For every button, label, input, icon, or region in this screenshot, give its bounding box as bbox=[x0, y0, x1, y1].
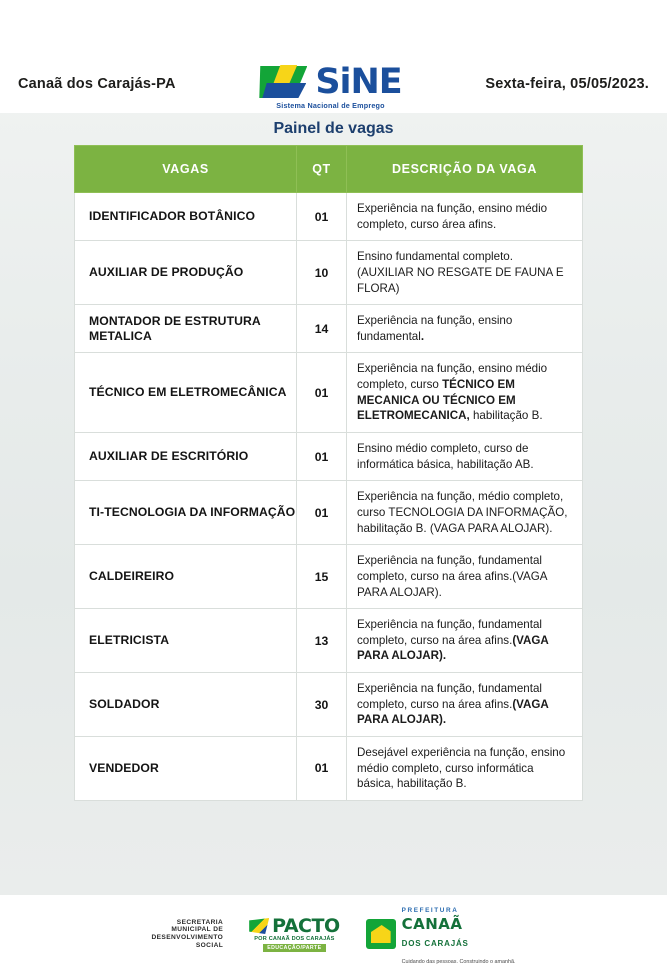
cell-qt: 14 bbox=[297, 305, 347, 353]
prefeitura-text bbox=[402, 900, 516, 967]
page-title: Painel de vagas bbox=[273, 120, 394, 137]
table-row bbox=[75, 609, 583, 673]
cell-qt: 15 bbox=[297, 545, 347, 609]
vacancies-table-wrapper bbox=[74, 145, 582, 801]
cell-qt: 01 bbox=[297, 481, 347, 545]
pacto-badge: EDUCAÇÃO/PARTE bbox=[263, 944, 325, 952]
pacto-swoosh-icon bbox=[249, 918, 269, 934]
table-row bbox=[75, 241, 583, 305]
cell-descricao: Experiência na função, fundamental completo, curso na área afins.(VAGA PARA ALOJAR). bbox=[347, 545, 583, 609]
table-row bbox=[75, 545, 583, 609]
prefeitura-logo bbox=[366, 900, 516, 967]
cell-qt: 01 bbox=[297, 353, 347, 433]
cell-descricao: Ensino fundamental completo. (AUXILIAR NO RESGATE DE FAUNA E FLORA) bbox=[347, 241, 583, 305]
cell-descricao: Experiência na função, médio completo, curso TECNOLOGIA DA INFORMAÇÃO, habilitação B. (VAGA PARA ALOJAR). bbox=[347, 481, 583, 545]
cell-vaga: TI-TECNOLOGIA DA INFORMAÇÃO bbox=[75, 481, 297, 545]
top-white-strip bbox=[0, 0, 667, 55]
cell-qt: 13 bbox=[297, 609, 347, 673]
secretaria-logo bbox=[151, 919, 223, 949]
cell-qt: 01 bbox=[297, 433, 347, 481]
vacancies-table bbox=[74, 145, 583, 801]
prefeitura-line-2: CANAÃ bbox=[401, 915, 463, 934]
cell-descricao: Ensino médio completo, curso de informática básica, habilitação AB. bbox=[347, 433, 583, 481]
cell-vaga: SOLDADOR bbox=[75, 673, 297, 737]
secretaria-line-3: DESENVOLVIMENTO bbox=[151, 934, 224, 941]
secretaria-line-2: MUNICIPAL DE bbox=[171, 926, 224, 934]
prefeitura-line-3: DOS CARAJÁS bbox=[401, 939, 469, 948]
cell-vaga: MONTADOR DE ESTRUTURA METALICA bbox=[75, 305, 297, 353]
date-label: Sexta-feira, 05/05/2023. bbox=[485, 76, 649, 92]
pacto-logo-row bbox=[249, 914, 340, 937]
cell-qt: 01 bbox=[297, 737, 347, 801]
cell-vaga: AUXILIAR DE PRODUÇÃO bbox=[75, 241, 297, 305]
cell-qt: 10 bbox=[297, 241, 347, 305]
cell-descricao: Experiência na função, ensino médio completo, curso TÉCNICO EM MECANICA OU TÉCNICO EM ELETROMECANICA, habilitação B. bbox=[347, 353, 583, 433]
cell-vaga: VENDEDOR bbox=[75, 737, 297, 801]
table-row bbox=[75, 481, 583, 545]
cell-descricao: Experiência na função, ensino médio completo, curso área afins. bbox=[347, 193, 583, 241]
table-row bbox=[75, 305, 583, 353]
table-row bbox=[75, 433, 583, 481]
prefeitura-tagline: Cuidando das pessoas. Construindo o amanhã. bbox=[401, 958, 516, 965]
prefeitura-shield-icon bbox=[366, 919, 396, 949]
cell-vaga: TÉCNICO EM ELETROMECÂNICA bbox=[75, 353, 297, 433]
city-label: Canaã dos Carajás-PA bbox=[18, 76, 176, 92]
sine-logo-wordmark: SiNE bbox=[315, 61, 402, 102]
sine-logo-subtitle: Sistema Nacional de Emprego bbox=[276, 101, 385, 110]
sine-logo bbox=[223, 58, 438, 114]
cell-vaga: AUXILIAR DE ESCRITÓRIO bbox=[75, 433, 297, 481]
cell-descricao: Experiência na função, fundamental completo, curso na área afins.(VAGA PARA ALOJAR). bbox=[347, 673, 583, 737]
pacto-logo bbox=[249, 914, 340, 952]
pacto-subtitle: POR CANAÃ DOS CARAJÁS bbox=[254, 935, 335, 942]
cell-qt: 30 bbox=[297, 673, 347, 737]
column-header-vagas: VAGAS bbox=[75, 146, 297, 193]
sine-flag-icon bbox=[259, 63, 313, 101]
table-head bbox=[75, 146, 583, 193]
pacto-wordmark: PACTO bbox=[272, 914, 340, 937]
table-row bbox=[75, 673, 583, 737]
table-row bbox=[75, 193, 583, 241]
sine-logo-row bbox=[259, 62, 401, 102]
cell-descricao: Experiência na função, ensino fundamental. bbox=[347, 305, 583, 353]
prefeitura-line-1: PREFEITURA bbox=[401, 907, 459, 915]
table-header-row bbox=[75, 146, 583, 193]
secretaria-line-1: SECRETARIA bbox=[176, 918, 224, 926]
table-body bbox=[75, 193, 583, 801]
secretaria-line-4: SOCIAL bbox=[195, 941, 224, 949]
cell-qt: 01 bbox=[297, 193, 347, 241]
cell-vaga: IDENTIFICADOR BOTÂNICO bbox=[75, 193, 297, 241]
document-header bbox=[0, 55, 667, 113]
column-header-qt: QT bbox=[297, 146, 347, 193]
cell-vaga: CALDEIREIRO bbox=[75, 545, 297, 609]
cell-descricao: Desejável experiência na função, ensino médio completo, curso informática básica, habilitação B. bbox=[347, 737, 583, 801]
table-row bbox=[75, 353, 583, 433]
table-row bbox=[75, 737, 583, 801]
column-header-descricao: DESCRIÇÃO DA VAGA bbox=[347, 146, 583, 193]
cell-descricao: Experiência na função, fundamental completo, curso na área afins.(VAGA PARA ALOJAR). bbox=[347, 609, 583, 673]
document-footer bbox=[0, 895, 667, 973]
cell-vaga: ELETRICISTA bbox=[75, 609, 297, 673]
